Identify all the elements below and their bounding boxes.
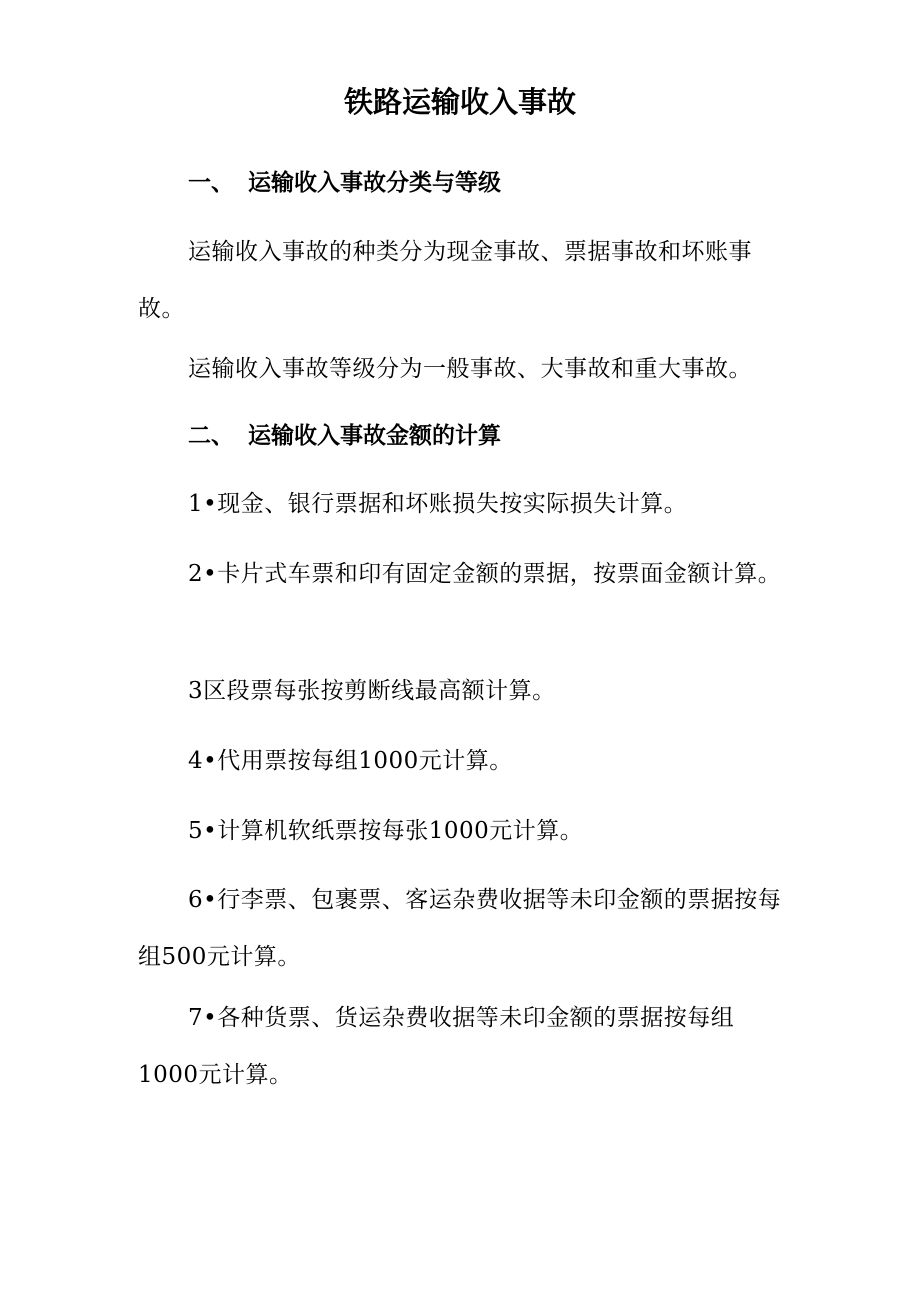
section-heading-1 bbox=[188, 167, 501, 199]
paragraph-accident-types: 运输收入事故的种类分为现金事故、票据事故和坏账事故。 bbox=[138, 239, 752, 322]
section-heading-text-2: 运输收入事故金额的计算 bbox=[248, 423, 501, 449]
list-item-4: 4•代用票按每组1000元计算。 bbox=[188, 748, 513, 774]
list-item-2: 2•卡片式车票和印有固定金额的票据，按票面金额计算。 bbox=[188, 561, 782, 587]
list-item-7: 7•各种货票、货运杂费收据等未印金额的票据按每组1000元计算。 bbox=[138, 1005, 735, 1088]
section-number-1: 一、 bbox=[188, 170, 234, 196]
list-item-1: 1•现金、银行票据和坏账损失按实际损失计算。 bbox=[188, 491, 688, 517]
list-item-3: 3区段票每张按剪断线最高额计算。 bbox=[188, 678, 556, 704]
section-number-2: 二、 bbox=[188, 423, 234, 449]
paragraph-accident-grades: 运输收入事故等级分为一般事故、大事故和重大事故。 bbox=[188, 356, 752, 382]
document-title: 铁路运输收入事故 bbox=[343, 85, 576, 119]
list-item-5: 5•计算机软纸票按每张1000元计算。 bbox=[188, 818, 584, 844]
section-heading-2 bbox=[188, 420, 501, 452]
list-item-6: 6•行李票、包裹票、客运杂费收据等未印金额的票据按每组500元计算。 bbox=[138, 887, 782, 970]
section-heading-text-1: 运输收入事故分类与等级 bbox=[248, 170, 501, 196]
